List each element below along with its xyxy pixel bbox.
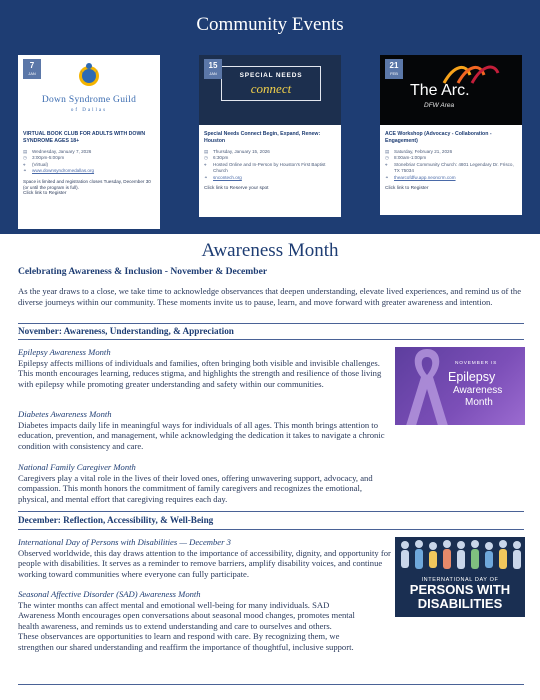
- awareness-subtitle: Celebrating Awareness & Inclusion - November & December: [18, 266, 268, 277]
- dsg-logo-city: of Dallas: [70, 108, 108, 113]
- calendar-icon: ▤: [23, 149, 28, 154]
- event-title: Special Needs Connect Begin, Expand, Renew: Houston: [204, 131, 321, 144]
- calendar-icon: ▤: [385, 149, 390, 154]
- date-month: JAN: [209, 71, 217, 76]
- location-pin-icon: ⌖: [204, 161, 207, 167]
- arc-logo-sub: DFW Area: [424, 102, 455, 109]
- awareness-intro: As the year draws to a close, we take time to acknowledge observances that deepen understanding, elevate lived experiences, and remind us of the diverse journeys within our community. These moments invite us to pause, learn, and move forward with greater awareness and intention.: [18, 286, 522, 307]
- section-divider: [18, 323, 524, 324]
- snc-logo-line2: connect: [250, 81, 292, 96]
- event-time: 6:30pm: [213, 155, 229, 161]
- awareness-title: Awareness Month: [201, 240, 339, 261]
- location-pin-icon: ⌖: [23, 161, 26, 167]
- clock-icon: ◷: [385, 155, 390, 161]
- event-time: 8:00am-1:00pm: [394, 155, 427, 161]
- date-badge: [204, 59, 222, 79]
- event-meta: [18, 149, 160, 175]
- item-body: The winter months can affect mental and emotional well-being for many individuals. SAD Awareness Month encourages open conversations about seasonal mood changes, promotes mental health awareness, and reminds us to extend understanding and care to ourselves and others.: [18, 599, 355, 631]
- epilepsy-graphic-line3: Month: [465, 397, 493, 408]
- community-events-section: [0, 0, 540, 234]
- people-crowd-icon: [395, 537, 525, 577]
- event-time: 3:00pm-5:00pm: [32, 155, 65, 161]
- link-icon: ⚭: [385, 174, 389, 180]
- event-title: ACE Workshop (Advocacy - Collaboration - Engagement): [385, 131, 492, 144]
- event-location: Stonebriar Community Church: 4801 Legendary Dr. Frisco, TX 75034: [394, 161, 514, 174]
- clock-icon: ◷: [23, 155, 28, 161]
- link-icon: ⚭: [204, 174, 208, 180]
- date-month: JAN: [28, 71, 36, 76]
- diabetes-item: [18, 409, 390, 451]
- snc-logo-line1: SPECIAL NEEDS: [239, 72, 303, 79]
- event-location: Hosted Online and In-Person by Houston's First Baptist Church: [213, 161, 326, 174]
- special-needs-connect-logo: [221, 66, 321, 101]
- epilepsy-graphic-small: NOVEMBER IS: [455, 361, 498, 366]
- date-badge: [23, 59, 41, 79]
- event-date: Saturday, February 21, 2026: [394, 149, 453, 154]
- event-link[interactable]: thearcofdfw.app.neoncrm.com: [394, 174, 456, 180]
- date-day: 7: [29, 61, 35, 70]
- disabilities-day-graphic: [395, 537, 525, 617]
- event-register-link[interactable]: Click link to Register: [23, 191, 67, 197]
- disabilities-graphic-line3: DISABILITIES: [417, 596, 503, 611]
- date-month: FEB: [390, 71, 398, 76]
- dsg-logo-name: Down Syndrome Guild: [41, 95, 137, 105]
- item-body: Epilepsy affects millions of individuals and families, often bringing both visible and invisible challenges. This month encourages learning, reduces stigma, and highlights the strength and resilience of those living with epilepsy while promoting greater understanding and safety within our communities.: [18, 357, 382, 389]
- disabilities-graphic-line2: PERSONS WITH: [409, 582, 511, 597]
- caregiver-item: [18, 462, 390, 504]
- item-title: National Family Caregiver Month: [18, 462, 136, 472]
- event-card-special-needs-connect[interactable]: [199, 55, 341, 217]
- event-meta: [380, 149, 522, 181]
- event-date: Thursday, January 15, 2026: [213, 149, 270, 154]
- sad-item: [18, 589, 358, 653]
- events-title: Community Events: [196, 14, 344, 35]
- event-card-book-club[interactable]: [18, 55, 160, 229]
- event-card-image: [18, 55, 160, 125]
- event-card-ace-workshop[interactable]: [380, 55, 522, 215]
- event-meta: [199, 149, 341, 181]
- event-reserve-link[interactable]: Click link to Reserve your spot: [204, 186, 269, 192]
- event-description: Space is limited and registration closes Tuesday, December 30 (or until the program is full).: [23, 178, 151, 190]
- closing-text: These observances are opportunities to learn and respond with care. By recognizing them, we strengthen our shared understanding and reaffirm the importance of thoughtful, inclusive support.: [18, 631, 354, 652]
- event-date: Wednesday, January 7, 2026: [32, 149, 92, 154]
- clock-icon: ◷: [204, 155, 209, 161]
- link-icon: ⚭: [23, 168, 27, 174]
- event-register-link[interactable]: Click link to Register: [385, 186, 429, 192]
- section-divider: [18, 684, 524, 685]
- calendar-icon: ▤: [204, 149, 209, 154]
- item-body: Observed worldwide, this day draws attention to the importance of accessibility, dignity, and opportunity for people with disabilities. It serves as a reminder to remove barriers, amplify disability voices, and continue working toward communities where everyone can fully participate.: [18, 547, 391, 579]
- idpd-item: [18, 537, 392, 579]
- event-title: VIRTUAL BOOK CLUB FOR ADULTS WITH DOWN SYNDROME AGES 18+: [23, 131, 146, 144]
- disabilities-graphic-line1: INTERNATIONAL DAY OF: [421, 577, 499, 583]
- event-location: (Virtual): [32, 161, 48, 167]
- item-body: Diabetes impacts daily life in meaningful ways for individuals of all ages. This month brings attention to education, prevention, and management, while acknowledging the dedication it takes to navigate a chronic condition with consistency and care.: [18, 419, 385, 451]
- event-link[interactable]: www.downsyndromedallas.org: [32, 168, 95, 174]
- date-day: 21: [389, 61, 399, 70]
- section-divider: [18, 511, 524, 512]
- date-day: 15: [208, 61, 218, 70]
- location-pin-icon: ⌖: [385, 161, 388, 167]
- epilepsy-item: [18, 347, 384, 389]
- item-title: Seasonal Affective Disorder (SAD) Awareness Month: [18, 589, 201, 599]
- section-divider: [18, 529, 524, 530]
- event-link[interactable]: sncontech.org: [213, 174, 242, 180]
- epilepsy-graphic-line2: Awareness: [453, 385, 503, 396]
- purple-ribbon-icon: [401, 347, 453, 425]
- item-title: Diabetes Awareness Month: [18, 409, 112, 419]
- date-badge: [385, 59, 403, 79]
- item-title: International Day of Persons with Disabilities — December 3: [18, 537, 231, 547]
- item-title: Epilepsy Awareness Month: [18, 347, 111, 357]
- november-heading: November: Awareness, Understanding, & Appreciation: [18, 326, 234, 336]
- december-heading: December: Reflection, Accessibility, & Well-Being: [18, 515, 214, 525]
- epilepsy-awareness-graphic: [395, 347, 525, 425]
- arc-logo-name: The Arc.: [410, 82, 470, 99]
- event-card-image: [380, 55, 522, 125]
- event-card-image: [199, 55, 341, 125]
- item-body: Caregivers play a vital role in the lives of their loved ones, offering unwavering support, advocacy, and compassion. This month honors the commitment of family caregivers and recognizes the emotional, physical, and mental effort that caregiving requires each day.: [18, 472, 373, 504]
- section-divider: [18, 339, 524, 340]
- epilepsy-graphic-big: Epilepsy: [448, 370, 496, 384]
